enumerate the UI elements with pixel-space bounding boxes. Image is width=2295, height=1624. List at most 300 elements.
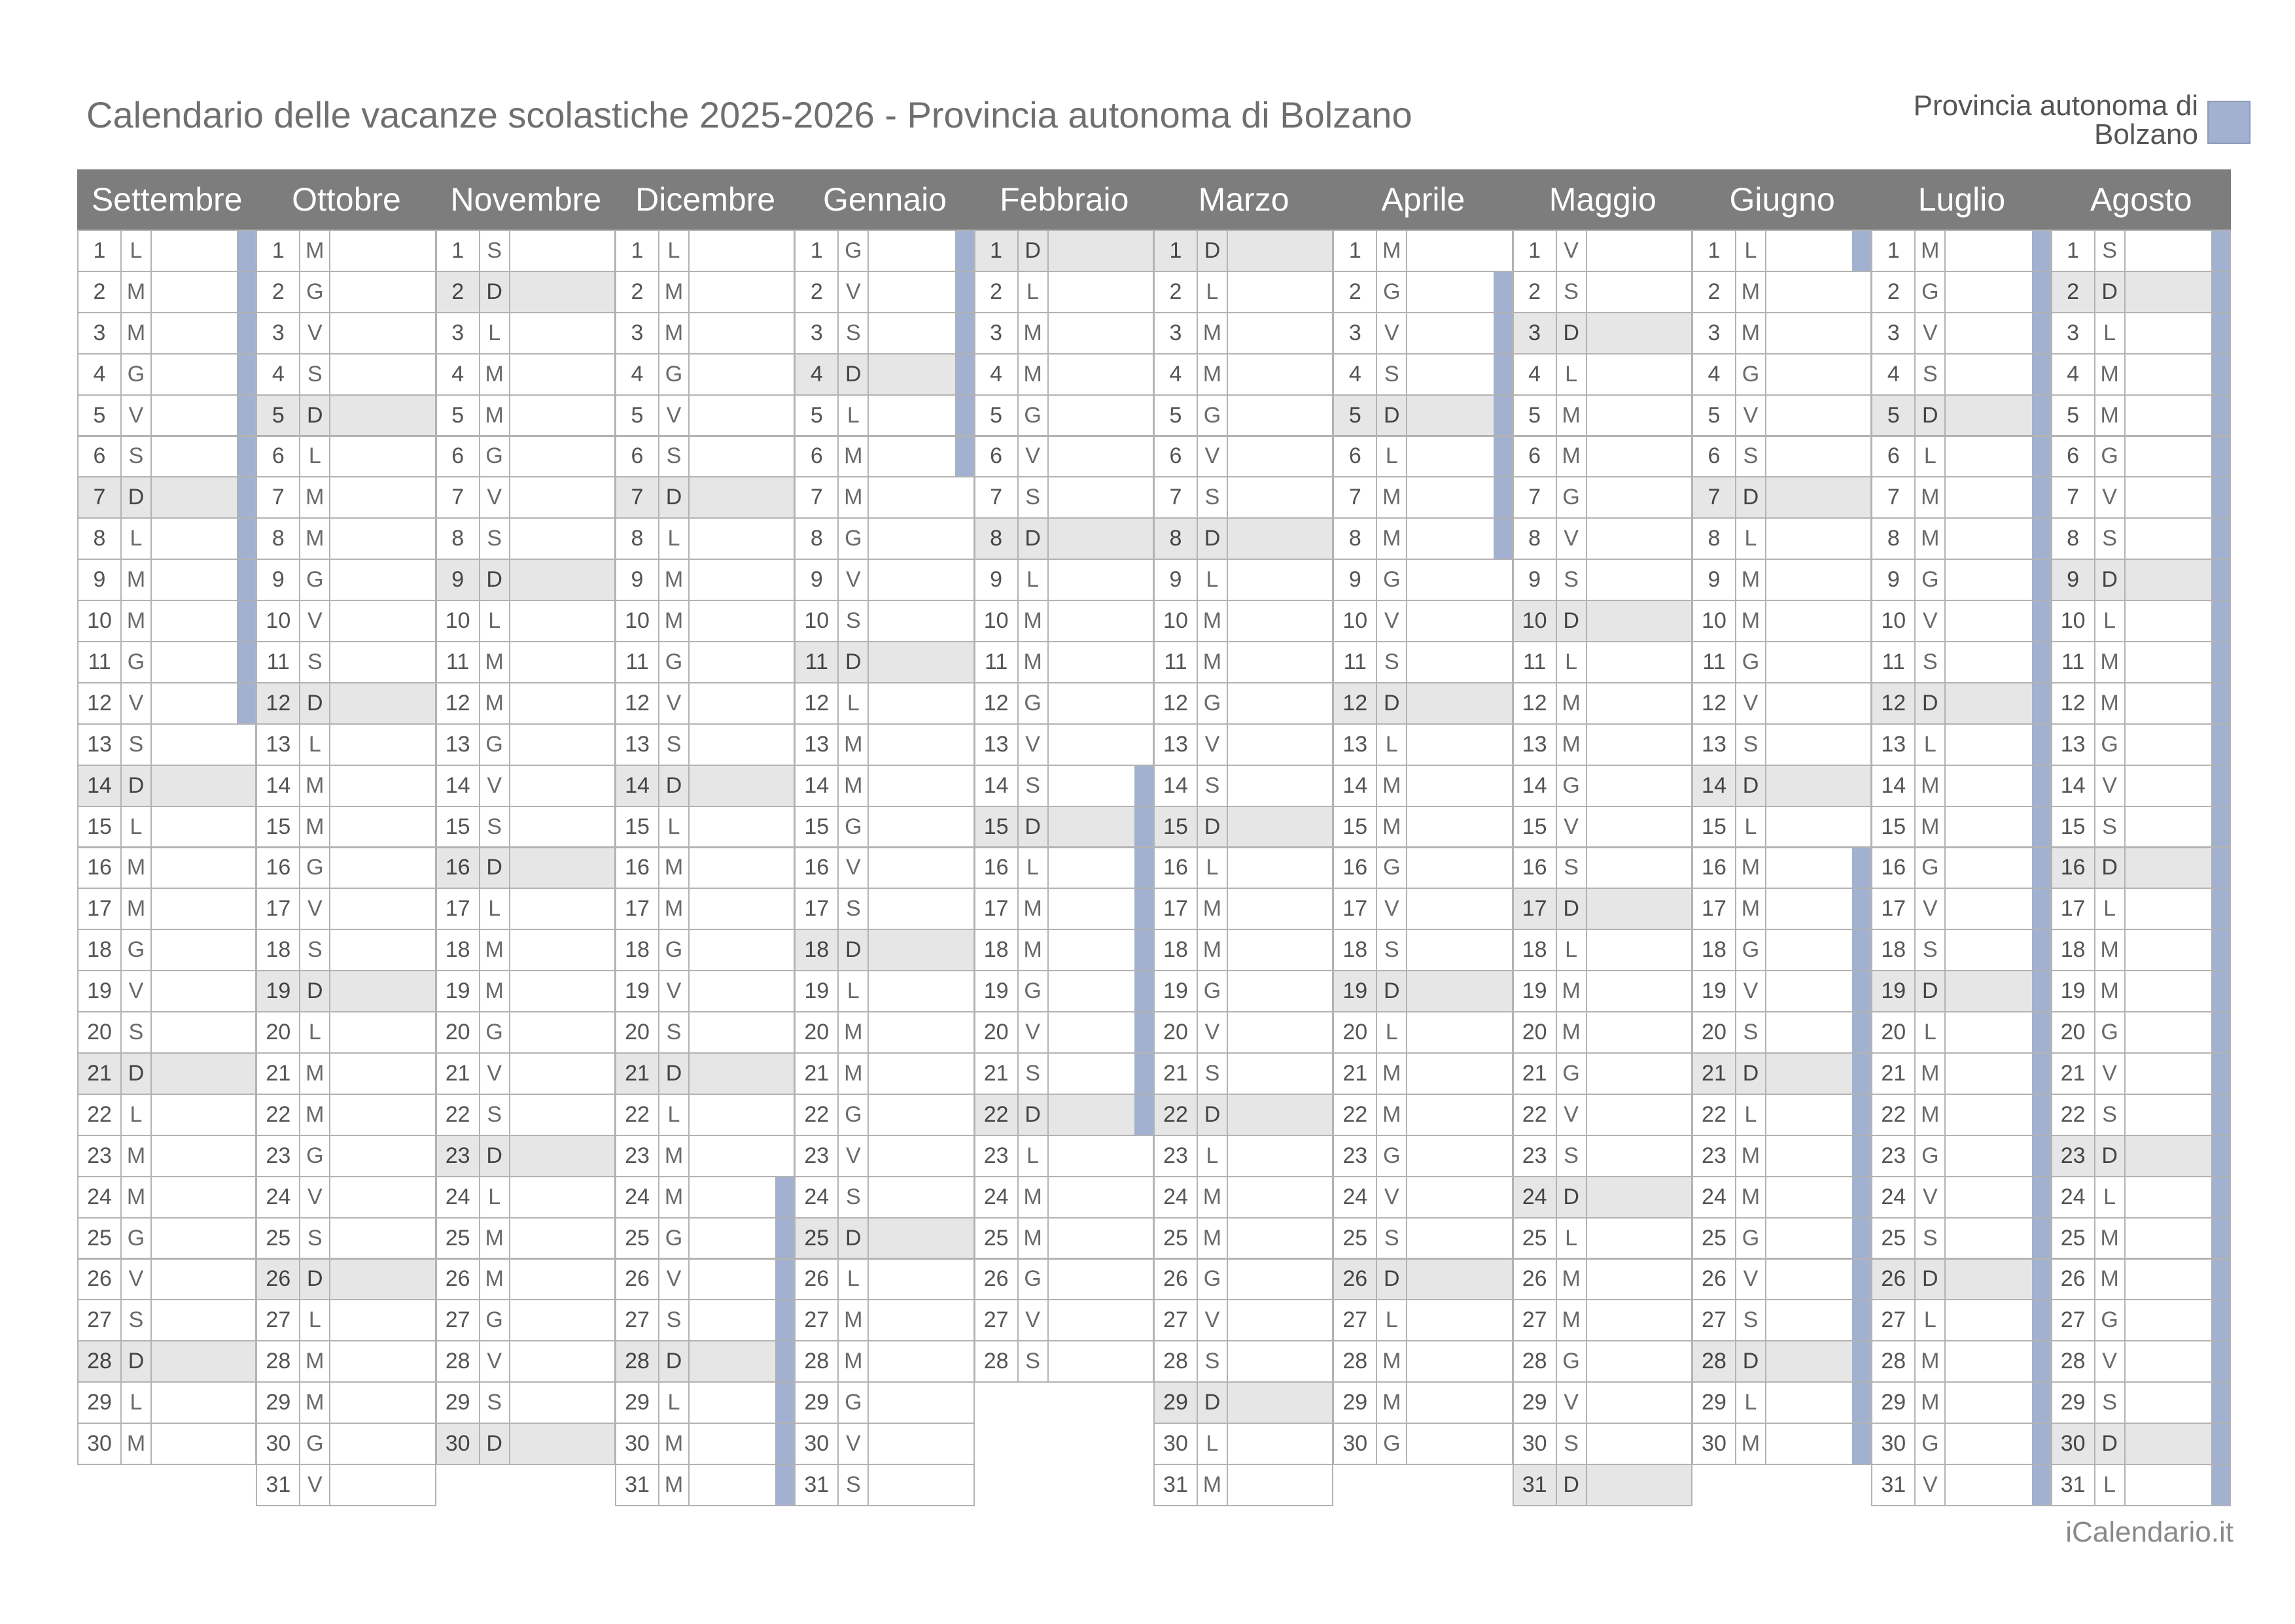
day-number: 31 bbox=[616, 1465, 659, 1505]
holiday-marker bbox=[1134, 807, 1153, 847]
day-number: 7 bbox=[2052, 477, 2095, 517]
day-cell bbox=[436, 353, 616, 396]
weekday-letter: M bbox=[122, 601, 152, 641]
day-number: 6 bbox=[437, 437, 480, 477]
weekday-letter: M bbox=[122, 889, 152, 929]
weekday-letter: D bbox=[1198, 807, 1228, 847]
weekday-letter: L bbox=[300, 725, 330, 765]
weekday-letter: V bbox=[1916, 1177, 1946, 1217]
weekday-letter: L bbox=[1377, 725, 1407, 765]
holiday-marker bbox=[2211, 642, 2230, 682]
weekday-letter: M bbox=[1736, 1136, 1766, 1176]
day-cell bbox=[256, 970, 436, 1012]
weekday-letter: G bbox=[300, 1424, 330, 1464]
day-cell bbox=[77, 1258, 256, 1301]
day-cell bbox=[1692, 271, 1872, 313]
day-number: 11 bbox=[1155, 642, 1198, 682]
weekday-letter: S bbox=[480, 519, 510, 559]
weekday-letter: M bbox=[1377, 519, 1407, 559]
weekday-letter: L bbox=[480, 313, 510, 353]
weekday-letter: V bbox=[1198, 725, 1228, 765]
day-number: 17 bbox=[437, 889, 480, 929]
day-cell bbox=[436, 1052, 616, 1095]
weekday-letter: M bbox=[839, 437, 869, 477]
day-cell bbox=[1513, 436, 1692, 478]
day-cell bbox=[2051, 1381, 2231, 1424]
day-cell bbox=[256, 888, 436, 930]
day-cell bbox=[615, 1011, 795, 1054]
day-cell bbox=[1692, 312, 1872, 354]
weekday-letter: D bbox=[480, 1424, 510, 1464]
day-cell bbox=[1871, 559, 2051, 601]
day-cell bbox=[1871, 394, 2051, 437]
day-number: 28 bbox=[437, 1341, 480, 1381]
day-number: 7 bbox=[437, 477, 480, 517]
day-number: 1 bbox=[796, 231, 839, 271]
day-number: 23 bbox=[79, 1136, 122, 1176]
holiday-marker bbox=[2211, 396, 2230, 436]
day-cell bbox=[974, 970, 1154, 1012]
day-cell bbox=[1871, 1381, 2051, 1424]
weekday-letter: D bbox=[1736, 1341, 1766, 1381]
day-cell bbox=[974, 1135, 1154, 1177]
day-cell bbox=[2051, 1258, 2231, 1301]
weekday-letter: S bbox=[300, 354, 330, 394]
day-number: 11 bbox=[1514, 642, 1557, 682]
weekday-letter: D bbox=[839, 930, 869, 970]
day-cell bbox=[77, 641, 256, 683]
day-number: 20 bbox=[257, 1012, 300, 1052]
weekday-letter: D bbox=[1736, 1054, 1766, 1094]
day-cell bbox=[1333, 353, 1513, 396]
day-cell bbox=[974, 806, 1154, 848]
day-cell bbox=[436, 806, 616, 848]
day-number: 21 bbox=[796, 1054, 839, 1094]
day-number: 19 bbox=[1334, 971, 1377, 1011]
holiday-marker bbox=[2032, 889, 2050, 929]
holiday-marker bbox=[2211, 1012, 2230, 1052]
day-number: 2 bbox=[796, 272, 839, 312]
day-cell bbox=[615, 1299, 795, 1341]
weekday-letter: D bbox=[1736, 766, 1766, 806]
day-number: 7 bbox=[796, 477, 839, 517]
day-number: 10 bbox=[1155, 601, 1198, 641]
day-number: 21 bbox=[1872, 1054, 1916, 1094]
day-cell bbox=[974, 1217, 1154, 1260]
day-cell bbox=[436, 765, 616, 807]
day-cell bbox=[1871, 1011, 2051, 1054]
day-number: 24 bbox=[975, 1177, 1019, 1217]
weekday-letter: G bbox=[2095, 725, 2126, 765]
day-number: 5 bbox=[796, 396, 839, 436]
holiday-marker bbox=[2032, 437, 2050, 477]
day-number: 9 bbox=[1872, 560, 1916, 600]
weekday-letter: D bbox=[839, 354, 869, 394]
day-cell bbox=[615, 1094, 795, 1136]
weekday-letter: M bbox=[1736, 848, 1766, 888]
weekday-letter: S bbox=[1557, 1424, 1587, 1464]
weekday-letter: L bbox=[2095, 313, 2126, 353]
holiday-marker bbox=[775, 1465, 794, 1505]
holiday-marker bbox=[2032, 1341, 2050, 1381]
weekday-letter: V bbox=[2095, 1054, 2126, 1094]
weekday-letter: M bbox=[2095, 1260, 2126, 1300]
weekday-letter: V bbox=[122, 396, 152, 436]
weekday-letter: D bbox=[2095, 1136, 2126, 1176]
weekday-letter: G bbox=[1916, 272, 1946, 312]
weekday-letter: V bbox=[1557, 519, 1587, 559]
holiday-marker bbox=[2032, 1012, 2050, 1052]
day-cell bbox=[256, 682, 436, 725]
holiday-marker bbox=[2032, 601, 2050, 641]
day-number: 2 bbox=[1872, 272, 1916, 312]
day-number: 17 bbox=[616, 889, 659, 929]
day-cell bbox=[794, 476, 974, 519]
weekday-letter: L bbox=[1377, 437, 1407, 477]
day-number: 12 bbox=[1693, 683, 1736, 723]
day-number: 12 bbox=[1514, 683, 1557, 723]
day-number: 31 bbox=[2052, 1465, 2095, 1505]
day-number: 28 bbox=[257, 1341, 300, 1381]
weekday-letter: S bbox=[1557, 272, 1587, 312]
weekday-letter: V bbox=[480, 766, 510, 806]
day-cell bbox=[436, 1011, 616, 1054]
weekday-letter: V bbox=[1736, 396, 1766, 436]
weekday-letter: M bbox=[1736, 889, 1766, 929]
day-cell bbox=[794, 1011, 974, 1054]
weekday-letter: G bbox=[122, 930, 152, 970]
day-number: 24 bbox=[616, 1177, 659, 1217]
day-number: 29 bbox=[2052, 1383, 2095, 1423]
day-number: 7 bbox=[1334, 477, 1377, 517]
day-cell bbox=[1513, 765, 1692, 807]
day-cell bbox=[1513, 1094, 1692, 1136]
day-number: 23 bbox=[1155, 1136, 1198, 1176]
day-number: 17 bbox=[2052, 889, 2095, 929]
weekday-letter: S bbox=[480, 231, 510, 271]
day-number: 9 bbox=[796, 560, 839, 600]
weekday-letter: V bbox=[1916, 601, 1946, 641]
day-cell bbox=[615, 600, 795, 642]
day-number: 7 bbox=[1514, 477, 1557, 517]
day-number: 8 bbox=[1872, 519, 1916, 559]
weekday-letter: L bbox=[1916, 725, 1946, 765]
holiday-marker bbox=[2032, 1300, 2050, 1340]
weekday-letter: V bbox=[300, 601, 330, 641]
holiday-marker bbox=[1494, 437, 1512, 477]
day-number: 11 bbox=[1872, 642, 1916, 682]
weekday-letter: V bbox=[659, 1260, 690, 1300]
day-number: 3 bbox=[1693, 313, 1736, 353]
day-number: 5 bbox=[975, 396, 1019, 436]
holiday-marker bbox=[1134, 1054, 1153, 1094]
weekday-letter: V bbox=[839, 272, 869, 312]
weekday-letter: M bbox=[1377, 1095, 1407, 1135]
weekday-letter: G bbox=[300, 272, 330, 312]
holiday-marker bbox=[955, 231, 973, 271]
day-cell bbox=[1153, 600, 1333, 642]
holiday-marker bbox=[775, 1218, 794, 1258]
day-number: 31 bbox=[1514, 1465, 1557, 1505]
day-cell bbox=[1333, 1258, 1513, 1301]
day-number: 14 bbox=[1155, 766, 1198, 806]
day-cell bbox=[1871, 517, 2051, 560]
day-cell bbox=[974, 1258, 1154, 1301]
day-cell bbox=[974, 436, 1154, 478]
holiday-marker bbox=[2032, 848, 2050, 888]
day-cell bbox=[1333, 394, 1513, 437]
weekday-letter: S bbox=[1198, 1341, 1228, 1381]
day-cell bbox=[1153, 1052, 1333, 1095]
weekday-letter: G bbox=[300, 1136, 330, 1176]
day-number: 11 bbox=[796, 642, 839, 682]
day-number: 25 bbox=[1155, 1218, 1198, 1258]
day-number: 2 bbox=[2052, 272, 2095, 312]
holiday-marker bbox=[2211, 1465, 2230, 1505]
day-cell bbox=[1153, 230, 1333, 272]
day-number: 9 bbox=[257, 560, 300, 600]
day-number: 24 bbox=[79, 1177, 122, 1217]
weekday-letter: D bbox=[300, 971, 330, 1011]
weekday-letter: M bbox=[1019, 930, 1049, 970]
weekday-letter: S bbox=[300, 1218, 330, 1258]
day-number: 6 bbox=[1693, 437, 1736, 477]
day-cell bbox=[1153, 1381, 1333, 1424]
day-number: 14 bbox=[1693, 766, 1736, 806]
day-number: 12 bbox=[1334, 683, 1377, 723]
weekday-letter: G bbox=[1019, 683, 1049, 723]
day-cell bbox=[1871, 1176, 2051, 1218]
weekday-letter: D bbox=[1019, 807, 1049, 847]
weekday-letter: V bbox=[1198, 1300, 1228, 1340]
holiday-marker bbox=[237, 642, 255, 682]
day-cell bbox=[1153, 765, 1333, 807]
holiday-marker bbox=[2032, 1177, 2050, 1217]
day-number: 23 bbox=[1514, 1136, 1557, 1176]
day-number: 2 bbox=[437, 272, 480, 312]
day-cell bbox=[794, 723, 974, 766]
day-cell bbox=[77, 723, 256, 766]
day-number: 11 bbox=[616, 642, 659, 682]
day-cell bbox=[974, 353, 1154, 396]
weekday-letter: M bbox=[1916, 1383, 1946, 1423]
day-number: 28 bbox=[616, 1341, 659, 1381]
day-number: 27 bbox=[1334, 1300, 1377, 1340]
holiday-marker bbox=[2211, 1054, 2230, 1094]
weekday-letter: L bbox=[1198, 272, 1228, 312]
weekday-letter: G bbox=[839, 807, 869, 847]
day-cell bbox=[1871, 600, 2051, 642]
day-cell bbox=[436, 1258, 616, 1301]
day-number: 24 bbox=[257, 1177, 300, 1217]
weekday-letter: V bbox=[659, 396, 690, 436]
month-title-dicembre: Dicembre bbox=[635, 181, 776, 218]
holiday-marker bbox=[2032, 1054, 2050, 1094]
holiday-marker bbox=[2211, 889, 2230, 929]
day-number: 8 bbox=[796, 519, 839, 559]
day-number: 14 bbox=[437, 766, 480, 806]
weekday-letter: M bbox=[1019, 1177, 1049, 1217]
day-cell bbox=[77, 1340, 256, 1383]
weekday-letter: V bbox=[1377, 601, 1407, 641]
weekday-letter: M bbox=[1377, 1341, 1407, 1381]
holiday-marker bbox=[2032, 1095, 2050, 1135]
weekday-letter: S bbox=[480, 807, 510, 847]
day-number: 4 bbox=[437, 354, 480, 394]
weekday-letter: L bbox=[659, 807, 690, 847]
weekday-letter: L bbox=[122, 231, 152, 271]
holiday-marker bbox=[2211, 930, 2230, 970]
day-number: 22 bbox=[975, 1095, 1019, 1135]
day-number: 29 bbox=[257, 1383, 300, 1423]
day-cell bbox=[615, 559, 795, 601]
day-number: 20 bbox=[975, 1012, 1019, 1052]
month-title-giugno: Giugno bbox=[1729, 181, 1835, 218]
weekday-letter: G bbox=[1557, 766, 1587, 806]
day-number: 12 bbox=[437, 683, 480, 723]
day-cell bbox=[1871, 1135, 2051, 1177]
day-number: 4 bbox=[975, 354, 1019, 394]
day-number: 6 bbox=[79, 437, 122, 477]
holiday-marker bbox=[2032, 1465, 2050, 1505]
weekday-letter: M bbox=[300, 1383, 330, 1423]
day-number: 1 bbox=[1334, 231, 1377, 271]
day-number: 5 bbox=[257, 396, 300, 436]
holiday-marker bbox=[955, 354, 973, 394]
day-number: 10 bbox=[1334, 601, 1377, 641]
weekday-letter: G bbox=[1557, 1341, 1587, 1381]
day-number: 5 bbox=[1693, 396, 1736, 436]
weekday-letter: L bbox=[1198, 1136, 1228, 1176]
day-number: 2 bbox=[79, 272, 122, 312]
day-number: 19 bbox=[1693, 971, 1736, 1011]
day-cell bbox=[77, 436, 256, 478]
weekday-letter: M bbox=[480, 683, 510, 723]
weekday-letter: D bbox=[480, 272, 510, 312]
day-cell bbox=[615, 230, 795, 272]
day-cell bbox=[794, 353, 974, 396]
holiday-marker bbox=[237, 396, 255, 436]
day-cell bbox=[436, 436, 616, 478]
day-cell bbox=[1153, 1299, 1333, 1341]
weekday-letter: G bbox=[2095, 437, 2126, 477]
day-number: 4 bbox=[1334, 354, 1377, 394]
day-cell bbox=[794, 1381, 974, 1424]
day-number: 23 bbox=[796, 1136, 839, 1176]
day-number: 3 bbox=[1334, 313, 1377, 353]
weekday-letter: M bbox=[122, 1177, 152, 1217]
weekday-letter: L bbox=[300, 1300, 330, 1340]
day-number: 26 bbox=[437, 1260, 480, 1300]
weekday-letter: M bbox=[659, 313, 690, 353]
day-number: 5 bbox=[1155, 396, 1198, 436]
day-cell bbox=[436, 970, 616, 1012]
day-number: 16 bbox=[1334, 848, 1377, 888]
day-number: 11 bbox=[437, 642, 480, 682]
weekday-letter: L bbox=[839, 396, 869, 436]
holiday-marker bbox=[2032, 1424, 2050, 1464]
weekday-letter: M bbox=[659, 560, 690, 600]
day-cell bbox=[974, 723, 1154, 766]
weekday-letter: M bbox=[2095, 930, 2126, 970]
day-number: 6 bbox=[975, 437, 1019, 477]
day-number: 3 bbox=[616, 313, 659, 353]
weekday-letter: M bbox=[1916, 1095, 1946, 1135]
day-cell bbox=[794, 1135, 974, 1177]
day-number: 24 bbox=[437, 1177, 480, 1217]
holiday-marker bbox=[1494, 519, 1512, 559]
day-number: 4 bbox=[1514, 354, 1557, 394]
weekday-letter: G bbox=[839, 519, 869, 559]
day-number: 7 bbox=[1155, 477, 1198, 517]
weekday-letter: S bbox=[2095, 1095, 2126, 1135]
day-cell bbox=[1513, 517, 1692, 560]
day-cell bbox=[794, 1340, 974, 1383]
weekday-letter: S bbox=[1916, 1218, 1946, 1258]
holiday-marker bbox=[2211, 354, 2230, 394]
weekday-letter: S bbox=[1377, 930, 1407, 970]
day-number: 12 bbox=[616, 683, 659, 723]
weekday-letter: M bbox=[1736, 1177, 1766, 1217]
day-cell bbox=[974, 230, 1154, 272]
day-number: 15 bbox=[1155, 807, 1198, 847]
day-number: 27 bbox=[1514, 1300, 1557, 1340]
day-cell bbox=[2051, 847, 2231, 890]
day-cell bbox=[77, 312, 256, 354]
day-cell bbox=[1692, 723, 1872, 766]
weekday-letter: M bbox=[1736, 560, 1766, 600]
day-cell bbox=[1333, 1381, 1513, 1424]
day-number: 29 bbox=[1693, 1383, 1736, 1423]
day-number: 16 bbox=[2052, 848, 2095, 888]
weekday-letter: L bbox=[1198, 560, 1228, 600]
day-number: 21 bbox=[1155, 1054, 1198, 1094]
day-cell bbox=[256, 641, 436, 683]
day-number: 30 bbox=[796, 1424, 839, 1464]
day-number: 14 bbox=[79, 766, 122, 806]
weekday-letter: D bbox=[659, 766, 690, 806]
holiday-marker bbox=[1134, 889, 1153, 929]
day-cell bbox=[974, 312, 1154, 354]
holiday-marker bbox=[2211, 766, 2230, 806]
day-number: 11 bbox=[975, 642, 1019, 682]
day-number: 20 bbox=[616, 1012, 659, 1052]
day-number: 13 bbox=[1693, 725, 1736, 765]
day-number: 13 bbox=[2052, 725, 2095, 765]
weekday-letter: V bbox=[1377, 1177, 1407, 1217]
day-number: 29 bbox=[1872, 1383, 1916, 1423]
day-cell bbox=[615, 970, 795, 1012]
day-cell bbox=[1692, 1340, 1872, 1383]
day-cell bbox=[1513, 559, 1692, 601]
day-number: 27 bbox=[2052, 1300, 2095, 1340]
day-number: 6 bbox=[1514, 437, 1557, 477]
day-number: 25 bbox=[975, 1218, 1019, 1258]
day-cell bbox=[615, 1381, 795, 1424]
day-cell bbox=[1513, 271, 1692, 313]
day-number: 27 bbox=[79, 1300, 122, 1340]
day-number: 1 bbox=[616, 231, 659, 271]
day-number: 27 bbox=[616, 1300, 659, 1340]
weekday-letter: D bbox=[2095, 560, 2126, 600]
day-number: 22 bbox=[79, 1095, 122, 1135]
month-title-maggio: Maggio bbox=[1549, 181, 1656, 218]
day-number: 16 bbox=[79, 848, 122, 888]
day-cell bbox=[1513, 230, 1692, 272]
day-cell bbox=[615, 847, 795, 890]
day-number: 4 bbox=[1872, 354, 1916, 394]
day-cell bbox=[1513, 806, 1692, 848]
